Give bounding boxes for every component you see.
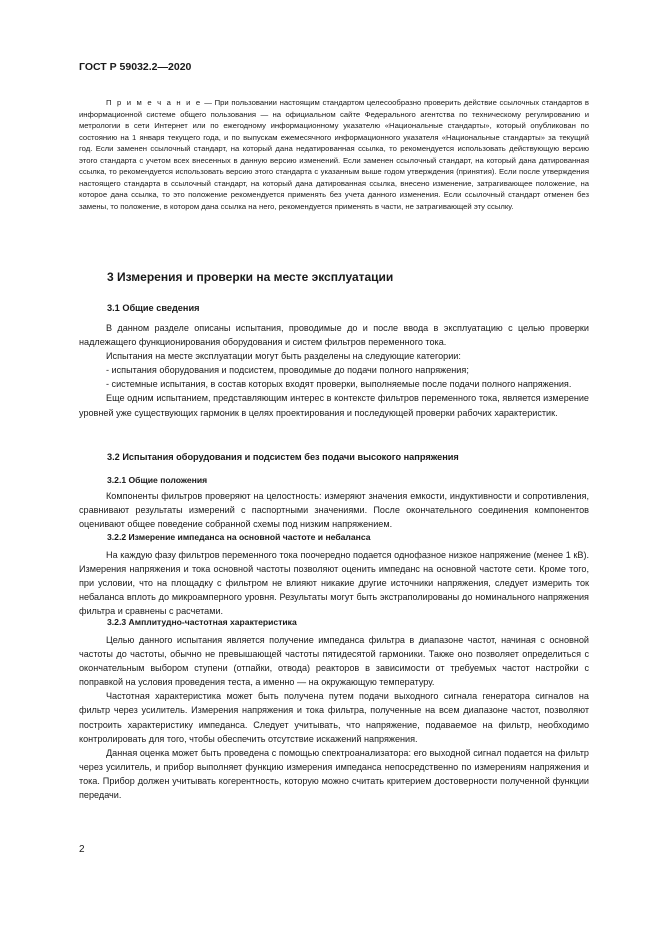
document-header: ГОСТ Р 59032.2—2020 — [79, 61, 192, 73]
paragraph: Целью данного испытания является получение импеданса фильтра в диапазоне частот, начиная с основной частоты до частоты, обычно не превышающей частоты пятидесятой гармоники. Также оно позволяет определиться с окончательным выбором ступени (отпайки, отвода) реакторов в зависимости от требуемых частот настройки с поправкой на условия проведения теста, а именно — на окружающую температуру. — [79, 635, 589, 688]
section-3-2-1-heading: 3.2.1 Общие положения — [107, 475, 208, 485]
section-3-heading: 3 Измерения и проверки на месте эксплуатации — [107, 270, 394, 284]
paragraph: Компоненты фильтров проверяют на целостность: измеряют значения емкости, индуктивности и сопротивления, сравнивают результаты измерений с паспортными значениями. После окончательного соединения компонентов оценивают общее поведение собранной схемы под низким напряжением. — [79, 491, 589, 530]
note-block — [79, 97, 589, 212]
paragraph: Испытания на месте эксплуатации могут быть разделены на следующие категории: — [106, 351, 461, 362]
note-text: — При пользовании настоящим стандартом целесообразно проверить действие ссылочных стандартов в информационной системе общего пользования — на официальном сайте Федерального агентства по техническому регулированию и метрологии в сети Интернет или по ежегодному информационному указателю «Национальные стандарты», который опубликован по состоянию на 1 января текущего года, и по выпускам ежемесячного информационного указателя «Национальные стандарты» за текущий год. Если заменен ссылочный стандарт, на который дана недатированная ссылка, то рекомендуется использовать действующую версию этого стандарта с учетом всех внесенных в данную версию изменений. Если заменен ссылочный стандарт, на который дана датированная ссылка, то рекомендуется использовать версию этого стандарта с указанным выше годом утверждения (принятия). Если после утверждения настоящего стандарта в ссылочный стандарт, на который дана датированная ссылка, внесено изменение, затрагивающее положение, на которое дана ссылка, то это положение рекомендуется применять без учета данного изменения. Если ссылочный стандарт отменен без замены, то положение, в котором дана ссылка на него, рекомендуется применять в части, не затрагивающей эту ссылку. — [79, 98, 589, 211]
paragraph: Еще одним испытанием, представляющим интерес в контексте фильтров переменного тока, является измерение уровней уже существующих гармоник в целях проектирования и последующей проверки рабочих характеристик. — [79, 393, 589, 418]
paragraph: Данная оценка может быть проведена с помощью спектроанализатора: его выходной сигнал подается на фильтр через усилитель, и прибор выполняет функцию измерения импеданса непосредственно по измерениям напряжения и тока. Прибор должен учитывать когерентность, которую можно считать критерием достоверности полученной функции передачи. — [79, 747, 589, 801]
section-3-1-body — [79, 321, 589, 420]
list-item: - системные испытания, в состав которых входят проверки, выполняемые после подачи полного напряжения. — [106, 379, 572, 390]
section-3-2-2-body — [79, 548, 589, 618]
section-3-1-heading: 3.1 Общие сведения — [107, 303, 200, 313]
section-3-2-2-heading: 3.2.2 Измерение импеданса на основной частоте и небаланса — [107, 532, 371, 542]
note-paragraph — [79, 97, 589, 212]
paragraph: Частотная характеристика может быть получена путем подачи выходного сигнала генератора сигналов на фильтр через усилитель. Измерения напряжения и тока фильтра, полученные на всем диапазоне частот, позволяют построить характеристику импеданса. Следует учитывать, что напряжение, подаваемое на фильтр, необходимо контролировать для того, чтобы обеспечить отсутствие искажений напряжения. — [79, 691, 589, 744]
section-3-2-3-body — [79, 633, 589, 802]
section-3-2-3-heading: 3.2.3 Амплитудно-частотная характеристика — [107, 617, 297, 627]
section-3-2-1-body — [79, 489, 589, 531]
note-label: П р и м е ч а н и е — [106, 98, 202, 107]
list-item: - испытания оборудования и подсистем, проводимые до подачи полного напряжения; — [106, 365, 469, 376]
paragraph: В данном разделе описаны испытания, проводимые до и после ввода в эксплуатацию с целью проверки надлежащего функционирования оборудования и систем фильтров переменного тока. — [79, 323, 589, 348]
page-number: 2 — [79, 844, 85, 855]
paragraph: На каждую фазу фильтров переменного тока поочередно подается однофазное низкое напряжение (менее 1 кВ). Измерения напряжения и тока основной частоты позволяют оценить импеданс на основной частоте сети. Кроме того, при условии, что на площадку с фильтром не влияют никакие другие источники напряжения, следует измерить ток небаланса вплоть до микроамперного уровня. Результаты могут быть экстраполированы до номинального напряжения фильтра и сравнены с расчетами. — [79, 550, 589, 617]
section-3-2-heading: 3.2 Испытания оборудования и подсистем без подачи высокого напряжения — [107, 452, 459, 462]
